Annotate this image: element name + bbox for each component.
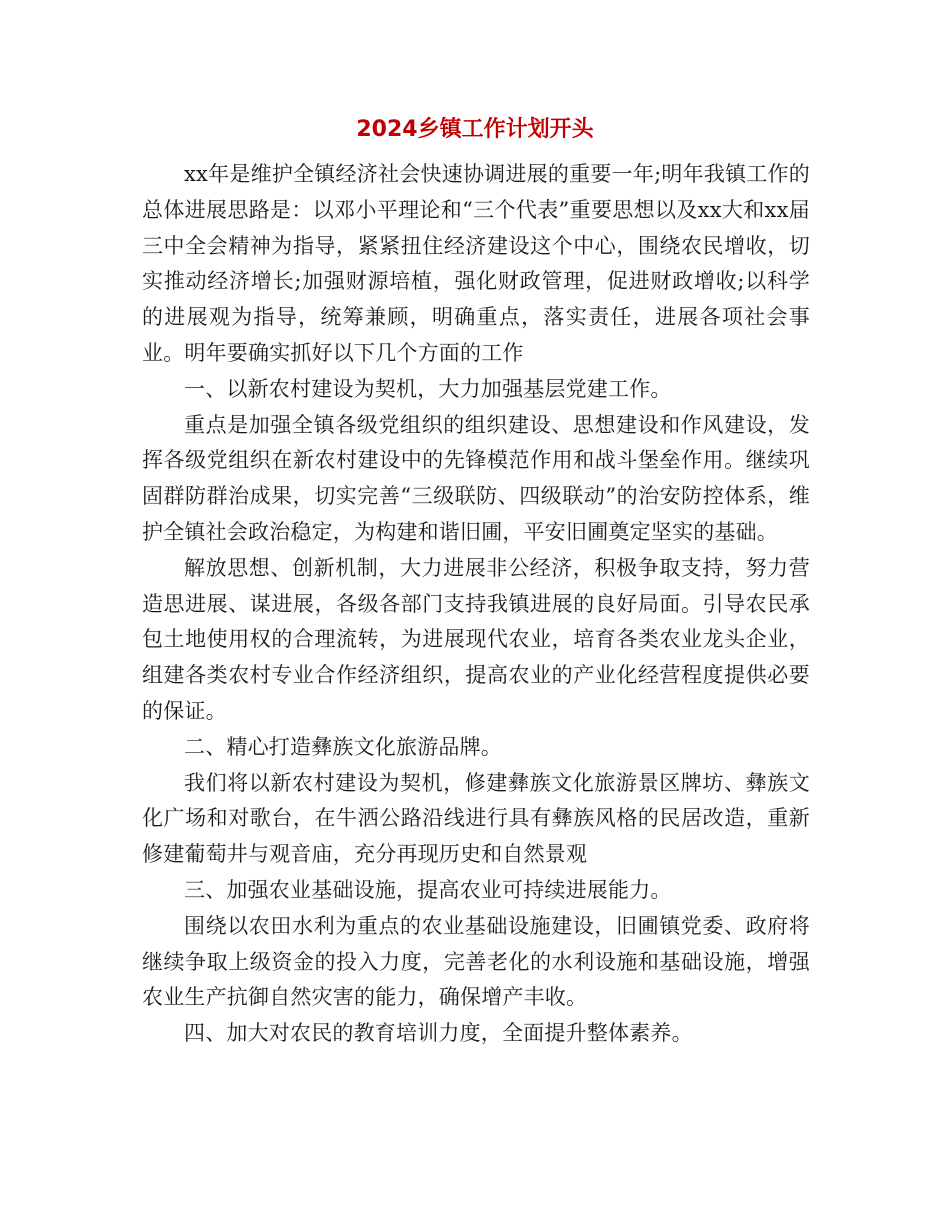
section-heading: 三、加强农业基础设施，提高农业可持续进展能力。 (184, 877, 672, 902)
document-body (142, 157, 810, 1052)
paragraph: xx年是维护全镇经济社会快速协调进展的重要一年;明年我镇工作的总体进展思路是：以邓小平理论和“三个代表”重要思想以及xx大和xx届三中全会精神为指导，紧紧扭住经济建设这个中心，围绕农民增收，切实推动经济增长;加强财源培植，强化财政管理，促进财政增收;以科学的进展观为指导，统筹兼顾，明确重点，落实责任，进展各项社会事业。明年要确实抓好以下几个方面的工作 (142, 162, 810, 365)
paragraph: 围绕以农田水利为重点的农业基础设施建设，旧圃镇党委、政府将继续争取上级资金的投入力度，完善老化的水利设施和基础设施，增强农业生产抗御自然灾害的能力，确保增产丰收。 (142, 913, 810, 1010)
document-title: 2024乡镇工作计划开头 (356, 117, 594, 142)
paragraph: 解放思想、创新机制，大力进展非公经济，积极争取支持，努力营造思进展、谋进展，各级各部门支持我镇进展的良好局面。引导农民承包土地使用权的合理流转，为进展现代农业，培育各类农业龙头企业，组建各类农村专业合作经济组织，提高农业的产业化经营程度提供必要的保证。 (142, 555, 810, 723)
paragraph: 我们将以新农村建设为契机，修建彝族文化旅游景区牌坊、彝族文化广场和对歌台，在牛洒公路沿线进行具有彝族风格的民居改造，重新修建葡萄井与观音庙，充分再现历史和自然景观 (142, 770, 810, 867)
paragraph: 重点是加强全镇各级党组织的组织建设、思想建设和作风建设，发挥各级党组织在新农村建设中的先锋模范作用和战斗堡垒作用。继续巩固群防群治成果，切实完善“三级联防、四级联动”的治安防控体系，维护全镇社会政治稳定，为构建和谐旧圃，平安旧圃奠定坚实的基础。 (142, 412, 810, 544)
section-heading: 四、加大对农民的教育培训力度，全面提升整体素养。 (184, 1021, 693, 1046)
section-heading: 一、以新农村建设为契机，大力加强基层党建工作。 (184, 376, 672, 401)
section-heading: 二、精心打造彝族文化旅游品牌。 (184, 734, 502, 759)
